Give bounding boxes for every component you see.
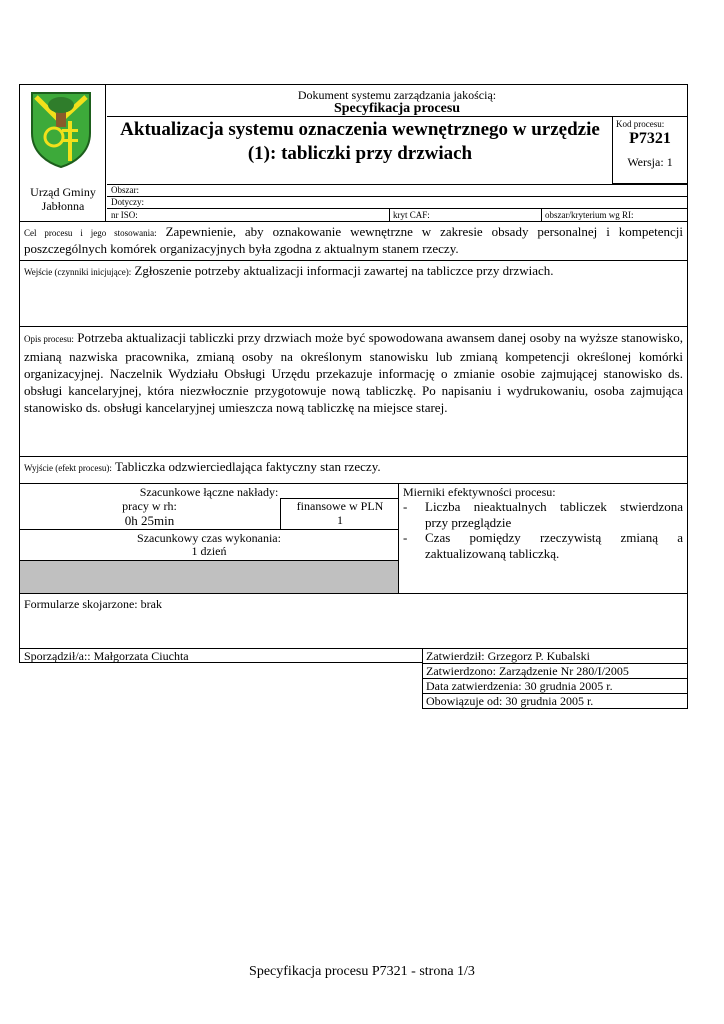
finanse-value: 1 (337, 513, 343, 527)
mierniki-label: Mierniki efektywności procesu: (403, 485, 556, 499)
obowiazuje-text: Obowiązuje od: 30 grudnia 2005 r. (426, 694, 594, 708)
wyjscie-text: Tabliczka odzwierciedlająca faktyczny stan rzeczy. (114, 459, 381, 474)
meta-obszar-kryterium: obszar/kryterium wg RI: (545, 210, 634, 220)
meta-rule-1 (107, 184, 688, 185)
sporzadzil-text: Sporządził/a:: Małgorzata Ciuchta (24, 649, 189, 663)
title-rule (107, 116, 688, 117)
opis-label: Opis procesu: (24, 334, 74, 344)
wyjscie-section (19, 456, 688, 484)
cel-label: Cel procesu i jego stosowania: (24, 228, 157, 238)
data-zatwierdzenia-text: Data zatwierdzenia: 30 grudnia 2005 r. (426, 679, 613, 693)
version: Wersja: 1 (627, 155, 673, 169)
obowiazuje-cell (422, 693, 688, 709)
zatwierdzono-text: Zatwierdzono: Zarządzenie Nr 280/I/2005 (426, 664, 629, 678)
coat-of-arms-icon (30, 91, 92, 169)
czas-label: Szacunkowy czas wykonania: (137, 531, 281, 545)
code-label: Kod procesu: (616, 119, 665, 129)
praca-value: 0h 25min (124, 513, 175, 528)
miernik-1-line2: przy przeglądzie (425, 515, 512, 530)
formularze-section (19, 593, 688, 649)
process-code-box (612, 116, 688, 184)
wejscie-section (19, 260, 688, 327)
miernik-item-1 (403, 499, 683, 531)
wyjscie-label: Wyjście (efekt procesu): (24, 463, 112, 473)
meta-dotyczy: Dotyczy: (111, 197, 144, 207)
meta-obszar: Obszar: (111, 185, 139, 195)
meta-divider-1 (389, 208, 390, 221)
miernik-dash-1: - (403, 499, 408, 514)
miernik-2-line1: Czas pomiędzy rzeczywistą zmianą a (425, 530, 683, 545)
wejscie-label: Wejście (czynniki inicjujące): (24, 267, 132, 277)
org-name-line2: Jabłonna (41, 199, 85, 213)
sporzadzil-cell (19, 648, 423, 663)
zatwierdzil-cell (422, 648, 688, 664)
data-zatwierdzenia-cell (422, 678, 688, 694)
wejscie-text: Zgłoszenie potrzeby aktualizacji informacji zawartej na tabliczce przy drzwiach. (134, 263, 554, 278)
czas-value: 1 dzień (191, 544, 227, 558)
formularze-text: Formularze skojarzone: brak (24, 597, 162, 611)
opis-section (19, 326, 688, 457)
version-label: Wersja (627, 155, 661, 169)
naklady-label: Szacunkowe łączne nakłady: (139, 485, 279, 499)
miernik-1-line1: Liczba nieaktualnych tabliczek stwierdzona (425, 499, 683, 514)
zatwierdzil-text: Zatwierdził: Grzegorz P. Kubalski (426, 649, 590, 663)
miernik-2-line2: zaktualizowaną tabliczką. (425, 546, 560, 561)
doc-system-label: Dokument systemu zarządzania jakością: (297, 88, 497, 102)
meta-rule-2 (107, 196, 688, 197)
version-value: 1 (666, 155, 673, 169)
miernik-dash-2: - (403, 530, 408, 545)
meta-rule-3 (107, 208, 688, 209)
meta-nr-iso: nr ISO: (111, 210, 138, 220)
meta-kryt-caf: kryt CAF: (393, 210, 430, 220)
miernik-item-2 (403, 530, 683, 562)
code-value: P7321 (629, 130, 671, 147)
meta-divider-2 (541, 208, 542, 221)
praca-label: pracy w rh: (122, 499, 177, 513)
process-title-line1: Aktualizacja systemu oznaczenia wewnętrznego w urzędzie (120, 119, 600, 140)
finanse-label: finansowe w PLN (296, 499, 384, 513)
cel-text: Zapewnienie, aby oznakowanie wewnętrzne w zakresie obsady personalnej i kompetencji poszczególnych komórek organizacyjnych była zgodna z aktualnym stanem rzeczy. (24, 224, 683, 256)
process-title-line2: (1): tabliczki przy drzwiach (247, 143, 473, 164)
naklady-gray-cell (20, 561, 398, 593)
logo-cell (20, 85, 106, 221)
cel-section (19, 221, 688, 261)
org-name-line1: Urząd Gminy (30, 185, 96, 199)
spec-title: Specyfikacja procesu (333, 101, 461, 116)
org-name (20, 185, 106, 213)
page-footer: Specyfikacja procesu P7321 - strona 1/3 (249, 964, 475, 979)
process-title (110, 118, 610, 166)
opis-text: Potrzeba aktualizacji tabliczki przy drzwiach może być spowodowana awansem danej osoby na wyższe stanowisko, zmianą nazwiska pracownika, zmianą osoby na określonym stanowisku lub zmianą kompetencji określonej komórki organizacyjnej. Naczelnik Wydziału Obsługi Urzędu przekazuje informację o zmianie osobie zajmującej stanowisko ds. obsługi kancelaryjnej, która niezwłocznie przygotowuje nową tabliczkę. Po napisaniu i wydrukowaniu, osoba zajmująca stanowisko ds. obsługi kancelaryjnej umieszcza nową tabliczkę na miejsce starej. (24, 330, 684, 415)
naklady-rule-mid (19, 529, 399, 530)
zatwierdzono-cell (422, 663, 688, 679)
